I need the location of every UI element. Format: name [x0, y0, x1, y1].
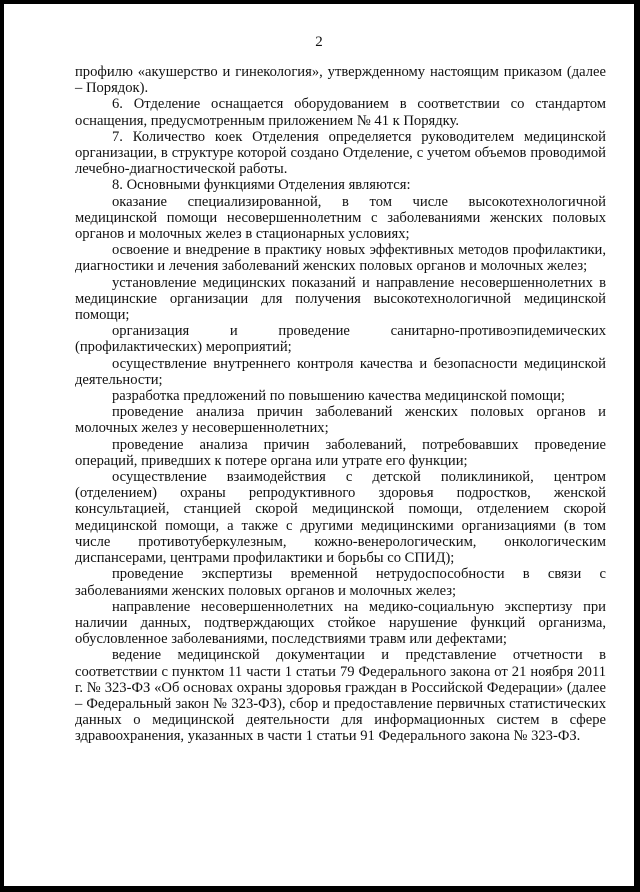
function-item: установление медицинских показаний и направление несовершеннолетних в медицинские организации для получения высокотехнологичной медицинской помощи;	[75, 274, 606, 324]
function-item: осуществление взаимодействия с детской поликлиникой, центром (отделением) охраны репродуктивного здоровья подростков, женской консультацией, станцией скорой медицинской помощи, отделением скорой медицинской помощи, а также с другими медицинскими организациями (в том числе противотуберкулезным, кожно-венерологическим, онкологическим диспансерами, центрами профилактики и борьбы со СПИД);	[75, 469, 606, 567]
paragraph-continuation: профилю «акушерство и гинекология», утвержденному настоящим приказом (далее – Порядок).	[75, 64, 606, 97]
document-page	[4, 4, 634, 886]
paragraph-item-7: 7. Количество коек Отделения определяется руководителем медицинской организации, в структуре которой создано Отделение, с учетом объемов проводимой лечебно-диагностической работы.	[75, 128, 606, 178]
paragraph-item-8: 8. Основными функциями Отделения являются:	[112, 177, 411, 194]
function-item: оказание специализированной, в том числе высокотехнологичной медицинской помощи несовершеннолетним с заболеваниями женских половых органов и молочных желез в стационарных условиях;	[75, 193, 606, 243]
function-item: проведение экспертизы временной нетрудоспособности в связи с заболеваниями женских половых органов и молочных желез;	[75, 566, 606, 599]
function-item: проведение анализа причин заболеваний женских половых органов и молочных желез у несовершеннолетних;	[75, 404, 606, 437]
document-body	[75, 64, 606, 745]
page-number: 2	[315, 34, 323, 50]
function-item: организация и проведение санитарно-противоэпидемических (профилактических) мероприятий;	[75, 323, 606, 356]
function-item: проведение анализа причин заболеваний, потребовавших проведение операций, приведших к потере органа или утрате его функции;	[75, 436, 606, 469]
function-item: разработка предложений по повышению качества медицинской помощи;	[112, 388, 565, 405]
function-item: осуществление внутреннего контроля качества и безопасности медицинской деятельности;	[75, 355, 606, 388]
function-item: освоение и внедрение в практику новых эффективных методов профилактики, диагностики и лечения заболеваний женских половых органов и молочных желез;	[75, 242, 606, 275]
function-item: направление несовершеннолетних на медико-социальную экспертизу при наличии данных, подтверждающих стойкое нарушение функций организма, обусловленное заболеваниями, последствиями травм или дефектами;	[75, 598, 606, 648]
paragraph-item-6: 6. Отделение оснащается оборудованием в соответствии со стандартом оснащения, предусмотренным приложением № 41 к Порядку.	[75, 96, 606, 129]
function-item: ведение медицинской документации и представление отчетности в соответствии с пунктом 11 части 1 статьи 79 Федерального закона от 21 ноября 2011 г. № 323-ФЗ «Об основах охраны здоровья граждан в Российской Федерации» (далее – Федеральный закон № 323-ФЗ), сбор и предоставление первичных статистических данных о медицинской деятельности для информационных систем в сфере здравоохранения, указанных в части 1 статьи 91 Федерального закона № 323-ФЗ.	[75, 647, 606, 745]
